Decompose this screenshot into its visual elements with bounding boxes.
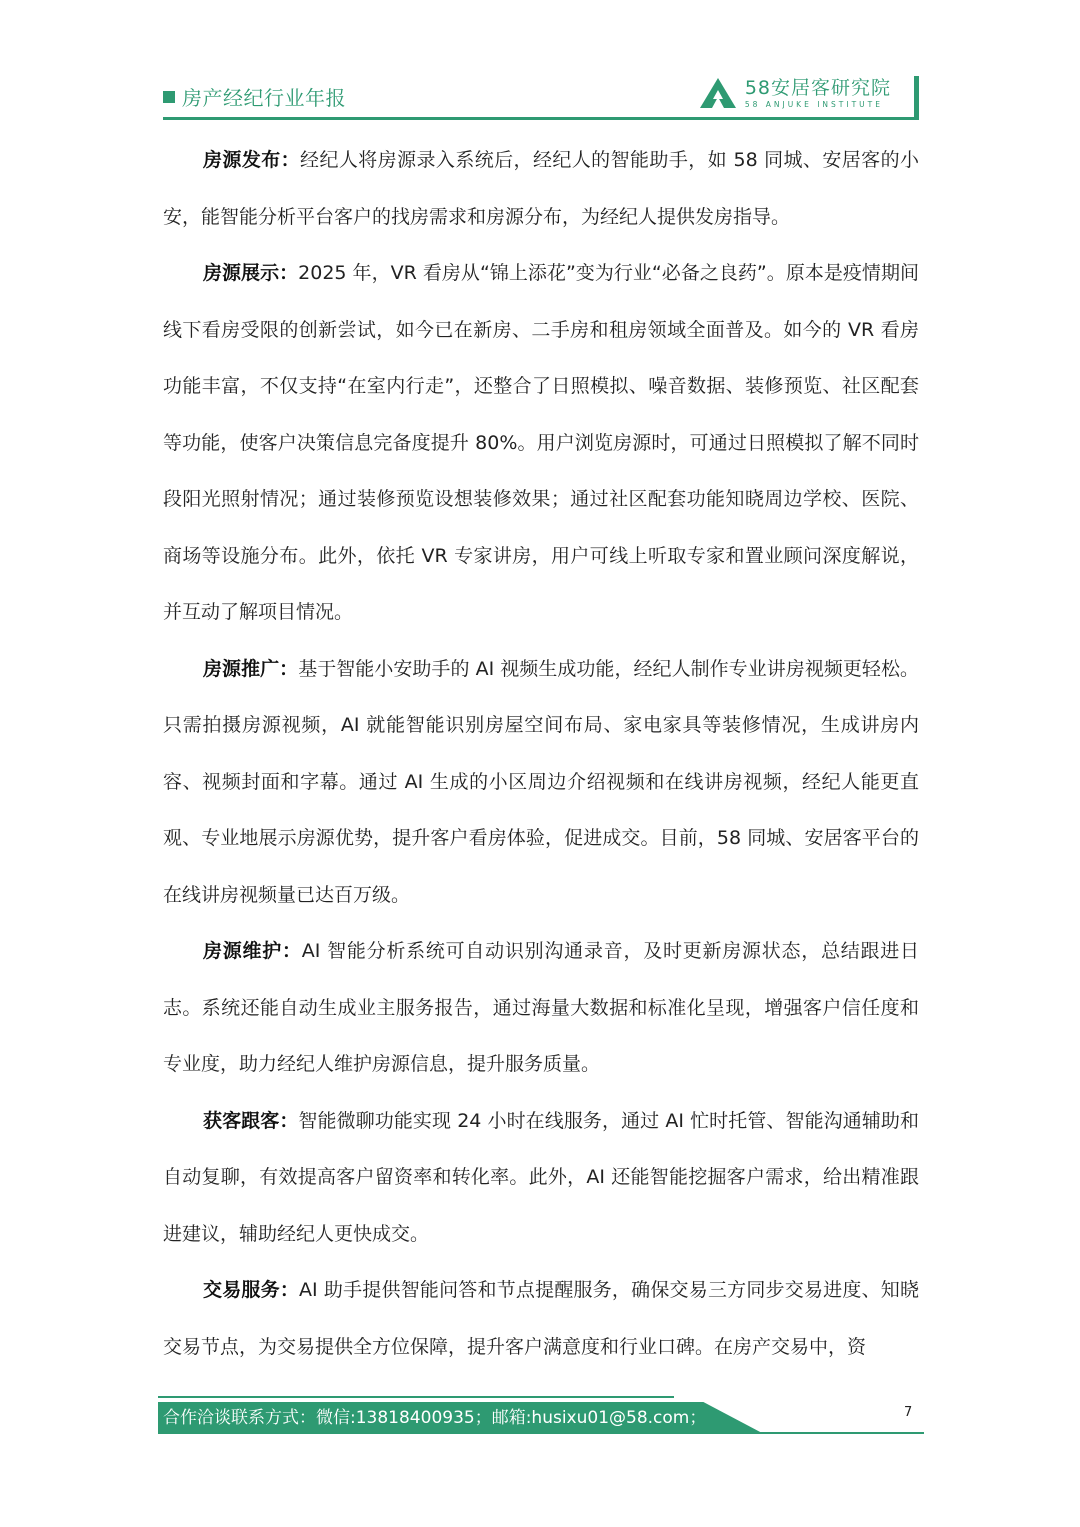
logo-name-cn: 58安居客研究院 xyxy=(744,76,891,99)
paragraph-lead: 房源维护： xyxy=(203,940,302,962)
report-title xyxy=(163,82,346,111)
paragraph-listing-publish xyxy=(163,132,919,245)
paragraph-text: 智能微聊功能实现 24 小时在线服务，通过 AI 忙时托管、智能沟通辅助和自动复聊，有效提高客户留资率和转化率。此外，AI 还能智能挖掘客户需求，给出精准跟进建议，辅助经纪人更快成交。 xyxy=(163,1109,919,1245)
page-number: 7 xyxy=(904,1405,913,1420)
paragraph-lead: 房源发布： xyxy=(203,149,301,171)
paragraph-customer-acquisition xyxy=(163,1093,919,1263)
paragraph-listing-display xyxy=(163,245,919,641)
header-divider xyxy=(163,117,919,120)
paragraph-listing-promotion xyxy=(163,641,919,924)
paragraph-text: 经纪人将房源录入系统后，经纪人的智能助手，如 58 同城、安居客的小安，能智能分析平台客户的找房需求和房源分布，为经纪人提供发房指导。 xyxy=(163,149,919,228)
paragraph-text: 基于智能小安助手的 AI 视频生成功能，经纪人制作专业讲房视频更轻松。只需拍摄房源视频，AI 就能智能识别房屋空间布局、家电家具等装修情况，生成讲房内容、视频封面和字幕。通过 AI 生成的小区周边介绍视频和在线讲房视频，经纪人能更直观、专业地展示房源优势，提升客户看房体验，促进成交。目前，58 同城、安居客平台的在线讲房视频量已达百万级。 xyxy=(163,657,919,906)
institute-logo xyxy=(698,76,891,110)
footer-top-line xyxy=(158,1396,674,1398)
page-header xyxy=(163,76,919,120)
paragraph-transaction-service xyxy=(163,1262,919,1375)
anjuke-logo-icon xyxy=(698,76,738,110)
paragraph-listing-maintenance xyxy=(163,923,919,1093)
title-square-icon xyxy=(163,91,175,103)
footer-contact-info: 合作洽谈联系方式：微信:13818400935；邮箱:husixu01@58.com； xyxy=(163,1408,707,1428)
paragraph-text: 2025 年，VR 看房从“锦上添花”变为行业“必备之良药”。原本是疫情期间线下看房受限的创新尝试，如今已在新房、二手房和租房领域全面普及。如今的 VR 看房功能丰富，不仅支持“在室内行走”，还整合了日照模拟、噪音数据、装修预览、社区配套等功能，使客户决策信息完备度提升 80%。用户浏览房源时，可通过日照模拟了解不同时段阳光照射情况；通过装修预览设想装修效果；通过社区配套功能知晓周边学校、医院、商场等设施分布。此外，依托 VR 专家讲房，用户可线上听取专家和置业顾问深度解说，并互动了解项目情况。 xyxy=(163,262,919,623)
report-body xyxy=(163,132,919,1375)
paragraph-text: AI 助手提供智能问答和节点提醒服务，确保交易三方同步交易进度、知晓交易节点，为交易提供全方位保障，提升客户满意度和行业口碑。在房产交易中，资 xyxy=(163,1279,919,1358)
report-title-text: 房产经纪行业年报 xyxy=(182,86,346,110)
paragraph-lead: 获客跟客： xyxy=(203,1109,299,1132)
paragraph-lead: 交易服务： xyxy=(203,1279,300,1301)
paragraph-lead: 房源推广： xyxy=(203,657,299,680)
logo-name-en: 58 ANJUKE INSTITUTE xyxy=(744,99,883,109)
paragraph-text: AI 智能分析系统可自动识别沟通录音，及时更新房源状态，总结跟进日志。系统还能自动生成业主服务报告，通过海量大数据和标准化呈现，增强客户信任度和专业度，助力经纪人维护房源信息，提升服务质量。 xyxy=(163,940,919,1075)
paragraph-lead: 房源展示： xyxy=(203,262,299,284)
header-accent-bar xyxy=(914,76,919,118)
footer-bottom-line xyxy=(158,1432,924,1434)
